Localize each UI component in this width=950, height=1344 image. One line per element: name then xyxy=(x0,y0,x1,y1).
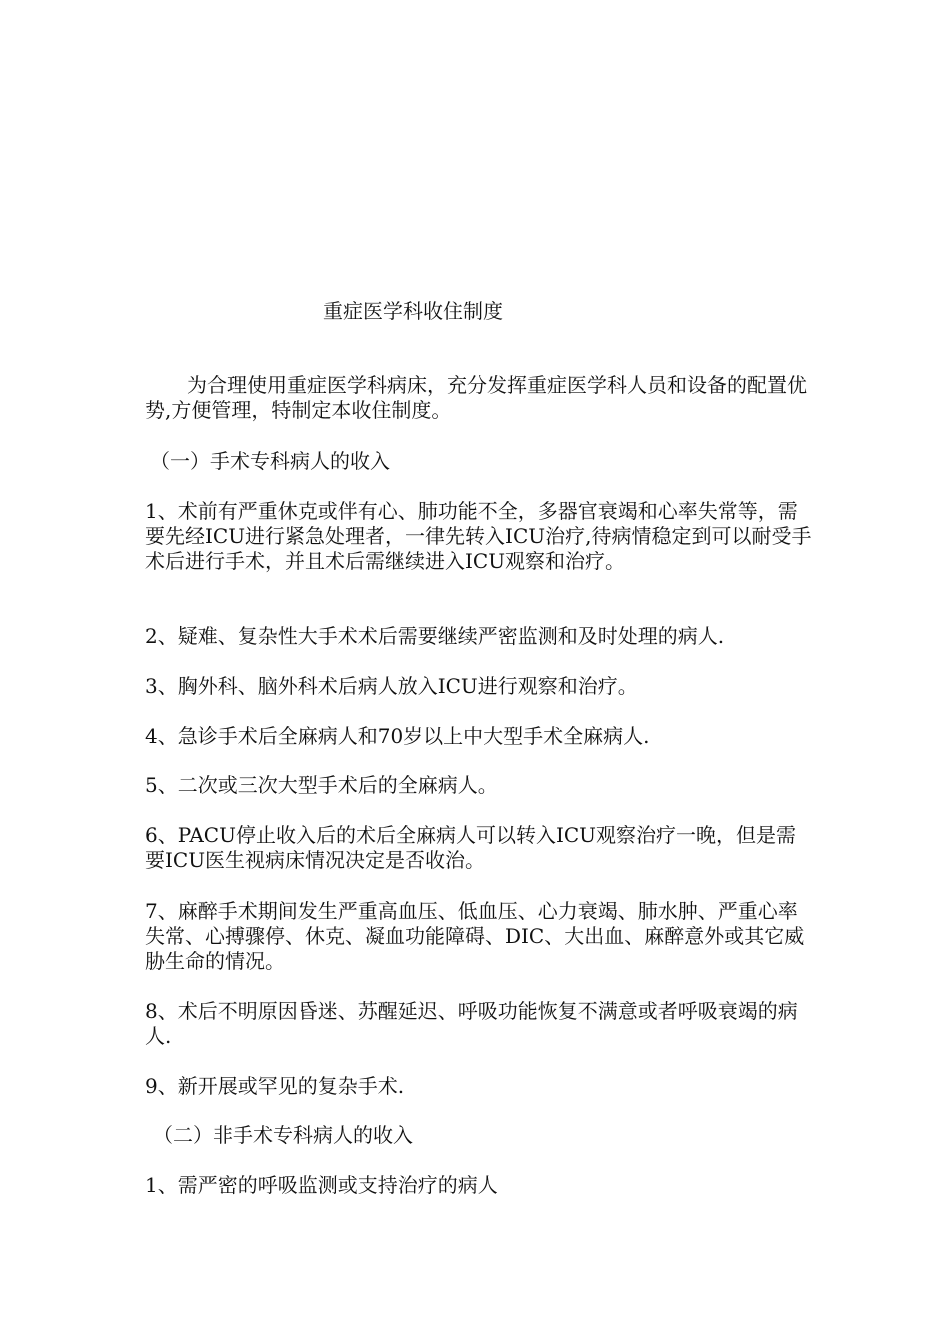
surgical-item-8: 8、术后不明原因昏迷、苏醒延迟、呼吸功能恢复不满意或者呼吸衰竭的病人. xyxy=(145,999,798,1048)
intro-paragraph: 为合理使用重症医学科病床，充分发挥重症医学科人员和设备的配置优势,方便管理，特制定本收住制度。 xyxy=(145,373,807,422)
surgical-item-5: 5、二次或三次大型手术后的全麻病人。 xyxy=(145,773,498,797)
surgical-item-2: 2、疑难、复杂性大手术术后需要继续严密监测和及时处理的病人. xyxy=(145,624,725,648)
section-heading-nonsurgical: （二）非手术专科病人的收入 xyxy=(153,1123,413,1147)
surgical-item-6: 6、PACU停止收入后的术后全麻病人可以转入ICU观察治疗一晚，但是需要ICU医生视病床情况决定是否收治。 xyxy=(145,823,797,872)
section-heading-surgical: （一）手术专科病人的收入 xyxy=(150,449,390,473)
surgical-item-4: 4、急诊手术后全麻病人和70岁以上中大型手术全麻病人. xyxy=(145,724,650,748)
surgical-item-1: 1、术前有严重休克或伴有心、肺功能不全，多器官衰竭和心率失常等，需要先经ICU进行紧急处理者，一律先转入ICU治疗,待病情稳定到可以耐受手术后进行手术，并且术后需继续进入ICU观察和治疗。 xyxy=(145,499,812,573)
surgical-item-3: 3、胸外科、脑外科术后病人放入ICU进行观察和治疗。 xyxy=(145,674,638,698)
nonsurgical-item-1: 1、需严密的呼吸监测或支持治疗的病人 xyxy=(145,1173,498,1197)
surgical-item-9: 9、新开展或罕见的复杂手术. xyxy=(145,1074,405,1098)
surgical-item-7: 7、麻醉手术期间发生严重高血压、低血压、心力衰竭、肺水肿、严重心率失常、心搏骤停、休克、凝血功能障碍、DIC、大出血、麻醉意外或其它威胁生命的情况。 xyxy=(145,899,805,973)
document-title: 重症医学科收住制度 xyxy=(323,299,503,323)
